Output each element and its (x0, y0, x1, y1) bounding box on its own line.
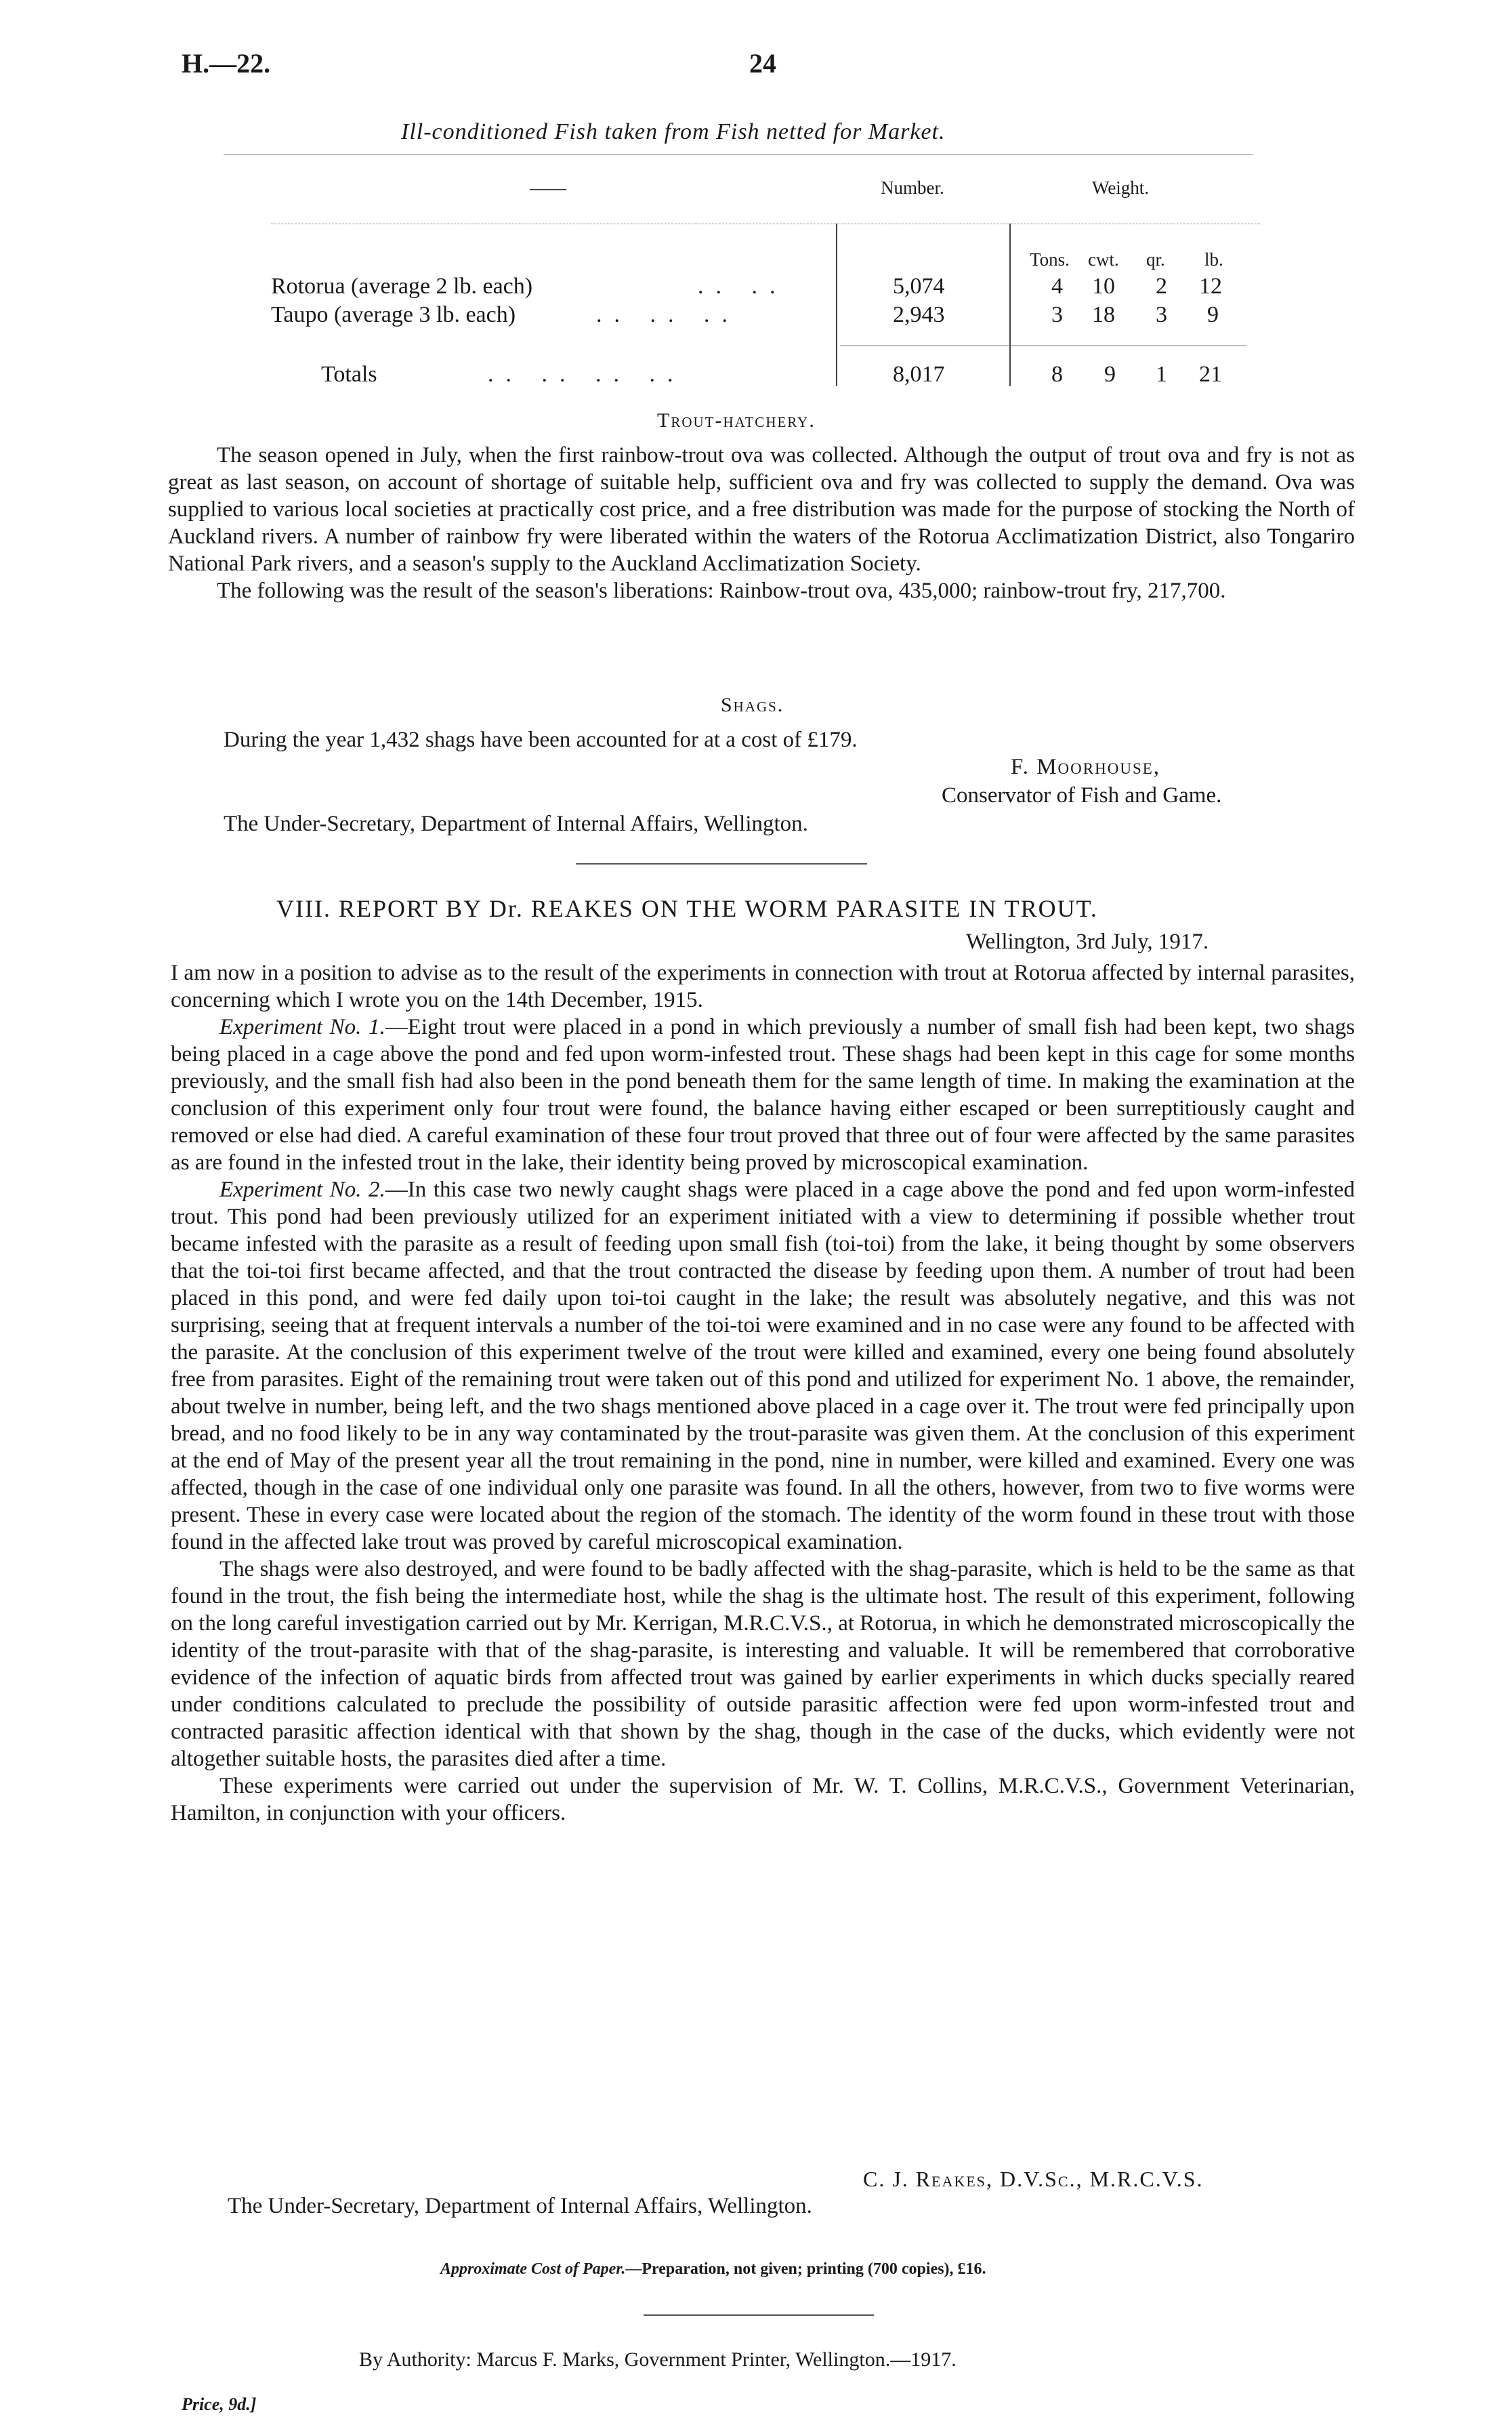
signature-name: F. Moorhouse, (1011, 755, 1161, 779)
report-title: VIII. REPORT BY Dr. REAKES ON THE WORM PARASITE IN TROUT. (276, 895, 1098, 922)
page-number: 24 (749, 48, 776, 79)
section-divider (576, 863, 867, 865)
table-cell-tons: 3 (1051, 302, 1063, 327)
table-header-blank: —— (530, 178, 566, 198)
leader-dots: .. .. .. (596, 302, 740, 327)
table-cell-number: 5,074 (893, 274, 945, 299)
report-body (171, 959, 1355, 1827)
table-cell-number: 2,943 (893, 302, 945, 327)
trout-hatchery-paragraph: The season opened in July, when the first rainbow-trout ova was collected. Although the output of trout ova and fry is not as great as last season, on account of shortage of suitable help, sufficient ova and fry was collected to supply the demand. Ova was supplied to various local societies at practically cost price, and a free distribution was made for the purpose of stocking the North of Auckland rivers. A number of rainbow fry were liberated within the waters of the Rotorua Acclimatization District, also Tongariro National Park rivers, and a season's supply to the Auckland Acclimatization Society. (168, 443, 1355, 576)
report-signature: C. J. Reakes, D.V.Sc., M.R.C.V.S. (863, 2167, 1204, 2191)
table-cell-lb: 12 (1199, 274, 1222, 299)
document-reference: H.—22. (182, 48, 271, 79)
leader-dots: .. .. (698, 274, 788, 299)
table-cell-cwt: 10 (1092, 274, 1115, 299)
table-vertical-rule-1 (836, 224, 837, 386)
unit-cwt: cwt. (1088, 249, 1119, 270)
table-cell-cwt: 18 (1092, 302, 1115, 327)
cost-of-paper (440, 2260, 986, 2279)
totals-lb: 21 (1199, 362, 1222, 387)
table-header-number: Number. (881, 178, 944, 198)
section-heading-shags: Shags. (721, 694, 784, 716)
table-cell-lb: 9 (1207, 302, 1219, 327)
cost-text: —Preparation, not given; printing (700 copies), £16. (625, 2260, 986, 2278)
totals-cwt: 9 (1104, 362, 1116, 387)
price: Price, 9d.] (182, 2394, 257, 2414)
table-top-rule (224, 154, 1253, 155)
experiment-2-label: Experiment No. 2. (219, 1178, 385, 1202)
table-row-label: Rotorua (average 2 lb. each) (271, 274, 533, 299)
table-vertical-rule-2 (1009, 224, 1011, 386)
experiment-1-text: —Eight trout were placed in a pond in which previously a number of small fish had been kept, two shags being placed in a cage above the pond and fed upon worm-infested trout. These shags had been kept in this cage for some months previously, and the small fish had also been in the pond beneath them for the same length of time. In making the examination at the conclusion of this experiment only four trout were found, the balance having either escaped or been surreptitiously caught and removed or else had died. A careful examination of these four trout proved that three out of four were affected by the same parasites as are found in the infested trout in the lake, their identity being proved by microscopical examination. (171, 1015, 1356, 1175)
totals-label: Totals (321, 362, 377, 387)
table-cell-tons: 4 (1051, 274, 1063, 299)
report-addressee: The Under-Secretary, Department of Internal Affairs, Wellington. (228, 2194, 812, 2218)
cost-label: Approximate Cost of Paper. (440, 2260, 626, 2278)
footer-divider (644, 2314, 874, 2316)
leader-dots: .. .. .. .. (488, 362, 686, 387)
experiment-1-label: Experiment No. 1. (219, 1015, 385, 1039)
totals-number: 8,017 (893, 362, 945, 387)
totals-qr: 1 (1156, 362, 1167, 387)
supervision-paragraph: These experiments were carried out under the supervision of Mr. W. T. Collins, M.R.C.V.S., Government Veterinarian, Hamilton, in conjunction with your officers. (171, 1774, 1355, 1825)
table-row-label: Taupo (average 3 lb. each) (271, 302, 516, 327)
signature-title: Conservator of Fish and Game. (942, 783, 1222, 808)
shags-paragraph: During the year 1,432 shags have been accounted for at a cost of £179. (224, 728, 858, 752)
table-header-weight: Weight. (1092, 178, 1150, 198)
table-cell-qr: 3 (1156, 302, 1167, 327)
addressee: The Under-Secretary, Department of Internal Affairs, Wellington. (224, 812, 808, 836)
table-cell-qr: 2 (1156, 274, 1167, 299)
printer-authority: By Authority: Marcus F. Marks, Government Printer, Wellington.—1917. (359, 2348, 957, 2371)
experiment-1-paragraph (171, 1014, 1355, 1176)
experiment-2-text: —In this case two newly caught shags were placed in a cage above the pond and fed upon worm-infested trout. This pond had been previously utilized for an experiment initiated with a view to determining if possible whether trout became infested with the parasite as a result of feeding upon small fish (toi-toi) from the lake, it being thought by some observers that the toi-toi first became affected, and that the trout contracted the disease by feeding upon them. A number of trout had been placed in this pond, and were fed daily upon toi-toi caught in the lake; the result was absolutely negative, and this was not surprising, seeing that at frequent intervals a number of the toi-toi were examined and in no case were any found to be affected with the parasite. At the conclusion of this experiment twelve of the trout were killed and examined, every one being found absolutely free from parasites. Eight of the remaining trout were taken out of this pond and utilized for experiment No. 1 above, the remainder, about twelve in number, being left, and the two shags mentioned above placed in a cage over it. The trout were fed principally upon bread, and no food likely to be in any way contaminated by the trout-parasite was given them. At the conclusion of this experiment at the end of May of the present year all the trout remaining in the pond, nine in number, were killed and examined. Every one was affected, though in the case of one individual only one parasite was found. In all the others, however, from two to five worms were present. These in every case were located about the region of the stomach. The identity of the worm found in these trout with those found in the affected lake trout was proved by careful microscopical examination. (171, 1178, 1355, 1554)
table-caption: Ill-conditioned Fish taken from Fish netted for Market. (401, 119, 946, 144)
trout-hatchery-body (168, 442, 1355, 604)
section-heading-trout-hatchery: Trout-hatchery. (657, 409, 816, 432)
totals-tons: 8 (1051, 362, 1063, 387)
unit-lb: lb. (1204, 249, 1223, 270)
experiment-2-paragraph (171, 1176, 1355, 1556)
report-date: Wellington, 3rd July, 1917. (966, 930, 1209, 954)
unit-qr: qr. (1146, 249, 1165, 270)
trout-hatchery-liberations: The following was the result of the season's liberations: Rainbow-trout ova, 435,000; rainbow-trout fry, 217,700. (217, 579, 1226, 603)
unit-tons: Tons. (1030, 249, 1070, 270)
shags-result-paragraph: The shags were also destroyed, and were found to be badly affected with the shag-parasite, which is held to be the same as that found in the trout, the fish being the intermediate host, while the shag is the ultimate host. The result of this experiment, following on the long careful investigation carried out by Mr. Kerrigan, M.R.C.V.S., at Rotorua, in which he demonstrated microscopically the identity of the trout-parasite with that of the shag-parasite, is interesting and valuable. It will be remembered that corroborative evidence of the infection of aquatic birds from affected trout was gained by earlier experiments in which ducks specially reared under conditions calculated to preclude the possibility of outside parasitic affection were fed upon worm-infested trout and contracted parasitic affection identical with that shown by the shag, though in the case of the ducks, which evidently were not altogether suitable hosts, the parasites died after a time. (171, 1557, 1355, 1771)
report-intro: I am now in a position to advise as to the result of the experiments in connection with trout at Rotorua affected by internal parasites, concerning which I wrote you on the 14th December, 1915. (171, 961, 1355, 1012)
